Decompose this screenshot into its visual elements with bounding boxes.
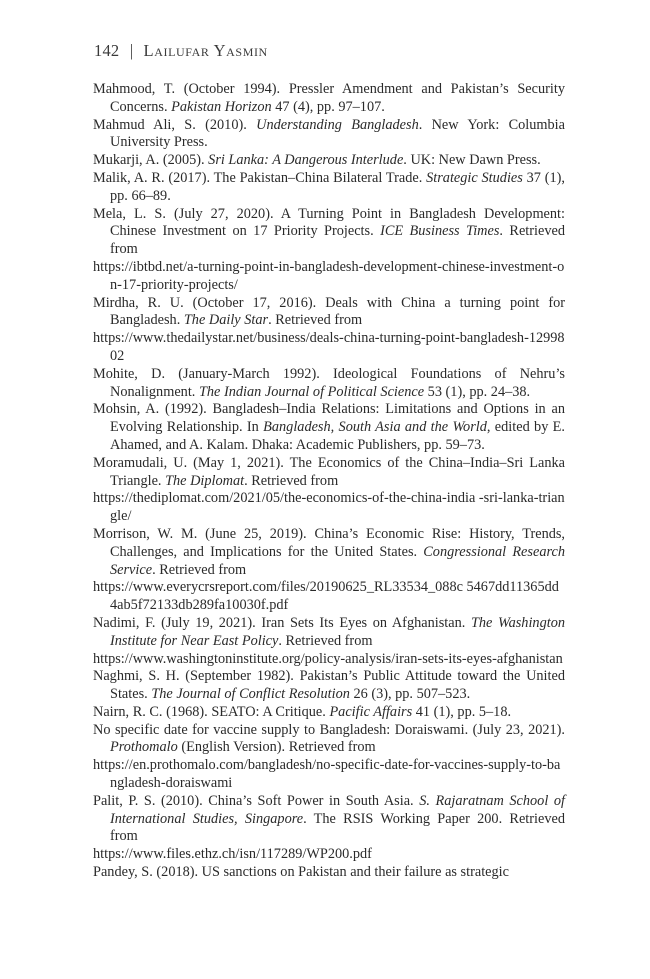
- reference-entry: [93, 401, 565, 454]
- reference-entry: [93, 117, 565, 153]
- reference-text: . Retrieved from: [268, 312, 363, 329]
- reference-text: Nadimi, F. (July 19, 2021). Iran Sets Its Eyes on Afghanistan.: [93, 614, 471, 631]
- reference-source-title: Understanding Bangladesh: [256, 116, 419, 133]
- reference-url: https://en.prothomalo.com/bangladesh/no-specific-date-for-vaccines-supply-to-bangladesh-doraiswami: [93, 757, 561, 792]
- reference-text: Mahmood, T. (October 1994). Pressler Amendment and Pakistan’s Security Concerns.: [93, 81, 565, 115]
- reference-source-title: Bangladesh, South Asia and the World: [263, 419, 487, 436]
- reference-text: . Retrieved from: [152, 561, 247, 578]
- reference-text: . Retrieved from: [278, 632, 373, 649]
- reference-text: Moramudali, U. (May 1, 2021). The Economics of the China–India–Sri Lanka Triangle.: [93, 454, 565, 489]
- reference-url: https://www.washingtoninstitute.org/policy-analysis/iran-sets-its-eyes-afghanistan: [93, 650, 563, 667]
- reference-text: Mela, L. S. (July 27, 2020). A Turning Point in Bangladesh Development: Chinese Investment on 17 Priority Projects.: [93, 205, 565, 240]
- reference-text: Mohite, D. (January-March 1992). Ideological Foundations of Nehru’s Nonalignment.: [93, 365, 565, 400]
- page-number: 142: [94, 41, 120, 60]
- reference-text: 53 (1), pp. 24–38.: [424, 383, 531, 400]
- reference-text: Morrison, W. M. (June 25, 2019). China’s Economic Rise: History, Trends, Challenges, and Implications for the United States.: [93, 525, 565, 560]
- reference-text: . UK: New Dawn Press.: [403, 152, 541, 169]
- reference-text: Palit, P. S. (2010). China’s Soft Power in South Asia.: [93, 792, 420, 809]
- running-head: [94, 41, 268, 61]
- reference-text: Malik, A. R. (2017). The Pakistan–China Bilateral Trade.: [93, 169, 427, 186]
- reference-source-title: Strategic Studies: [426, 169, 523, 186]
- reference-source-title: The Journal of Conflict Resolution: [151, 686, 350, 703]
- reference-text: Naghmi, S. H. (September 1982). Pakistan’s Public Attitude toward the United States.: [93, 668, 565, 703]
- reference-text: Mukarji, A. (2005).: [93, 152, 209, 169]
- reference-entry: [93, 455, 565, 526]
- reference-source-title: S. Rajaratnam School of International Studies, Singapore: [110, 792, 566, 827]
- reference-entry: [93, 81, 565, 117]
- running-head-author: Lailufar Yasmin: [143, 41, 268, 60]
- reference-source-title: The Daily Star: [183, 312, 269, 329]
- reference-text: , edited by E. Ahamed, and A. Kalam. Dhaka: Academic Publishers, pp. 59–73.: [110, 419, 565, 453]
- reference-entry: [93, 206, 565, 295]
- reference-source-title: The Diplomat: [165, 472, 245, 489]
- reference-url: https://www.files.ethz.ch/isn/117289/WP200.pdf: [93, 846, 372, 863]
- reference-entry: [93, 366, 565, 402]
- reference-source-title: Congressional Research Service: [110, 543, 565, 578]
- reference-source-title: Pacific Affairs: [329, 703, 413, 720]
- reference-entry: [93, 295, 565, 366]
- reference-entry: [93, 170, 565, 206]
- reference-source-title: The Indian Journal of Political Science: [198, 383, 425, 400]
- reference-entry: [93, 668, 565, 704]
- reference-text: 37 (1), pp. 66–89.: [110, 169, 565, 204]
- reference-text: 47 (4), pp. 97–107.: [271, 98, 385, 115]
- reference-url: https://thediplomat.com/2021/05/the-economics-of-the-china-india -sri-lanka-triangle/: [93, 490, 565, 525]
- reference-entry: [93, 793, 565, 864]
- reference-entry: [93, 722, 565, 793]
- reference-text: 41 (1), pp. 5–18.: [412, 703, 512, 720]
- reference-url: https://www.thedailystar.net/business/deals-china-turning-point-bangladesh-1299802: [93, 330, 565, 364]
- reference-entry: [93, 152, 565, 170]
- reference-text: . New York: Columbia University Press.: [110, 116, 565, 151]
- reference-text: Mahmud Ali, S. (2010).: [93, 116, 257, 133]
- reference-url: https://ibtbd.net/a-turning-point-in-bangladesh-development-chinese-investment-on-17-priority-projects/: [93, 258, 565, 293]
- header-separator: |: [129, 41, 134, 60]
- reference-entry: [93, 864, 565, 882]
- reference-text: 26 (3), pp. 507–523.: [349, 686, 471, 703]
- reference-text: Mohsin, A. (1992). Bangladesh–India Relations: Limitations and Options in an Evolving Relationship. In: [93, 401, 565, 436]
- reference-text: . Retrieved from: [110, 223, 565, 258]
- reference-text: . The RSIS Working Paper 200. Retrieved from: [110, 810, 565, 845]
- reference-entry: [93, 615, 565, 668]
- reference-source-title: Prothomalo: [110, 739, 178, 756]
- reference-text: Mirdha, R. U. (October 17, 2016). Deals with China a turning point for Bangladesh.: [93, 294, 565, 329]
- reference-url: https://www.everycrsreport.com/files/20190625_RL33534_088c 5467dd11365dd4ab5f72133db289fa10030f.pdf: [93, 579, 559, 614]
- reference-text: (English Version). Retrieved from: [177, 739, 376, 756]
- reference-entry: [93, 704, 565, 722]
- reference-text: Nairn, R. C. (1968). SEATO: A Critique.: [93, 703, 330, 720]
- reference-entry: [93, 526, 565, 615]
- reference-list: [93, 81, 565, 882]
- reference-text: Pandey, S. (2018). US sanctions on Pakistan and their failure as strategic: [93, 864, 509, 881]
- reference-source-title: ICE Business Times: [380, 223, 500, 240]
- reference-text: . Retrieved from: [244, 472, 339, 489]
- reference-source-title: Sri Lanka: A Dangerous Interlude: [208, 152, 404, 169]
- reference-text: No specific date for vaccine supply to Bangladesh: Doraiswami. (July 23, 2021).: [93, 721, 565, 738]
- reference-source-title: The Washington Institute for Near East Policy: [110, 614, 565, 649]
- reference-source-title: Pakistan Horizon: [171, 98, 272, 115]
